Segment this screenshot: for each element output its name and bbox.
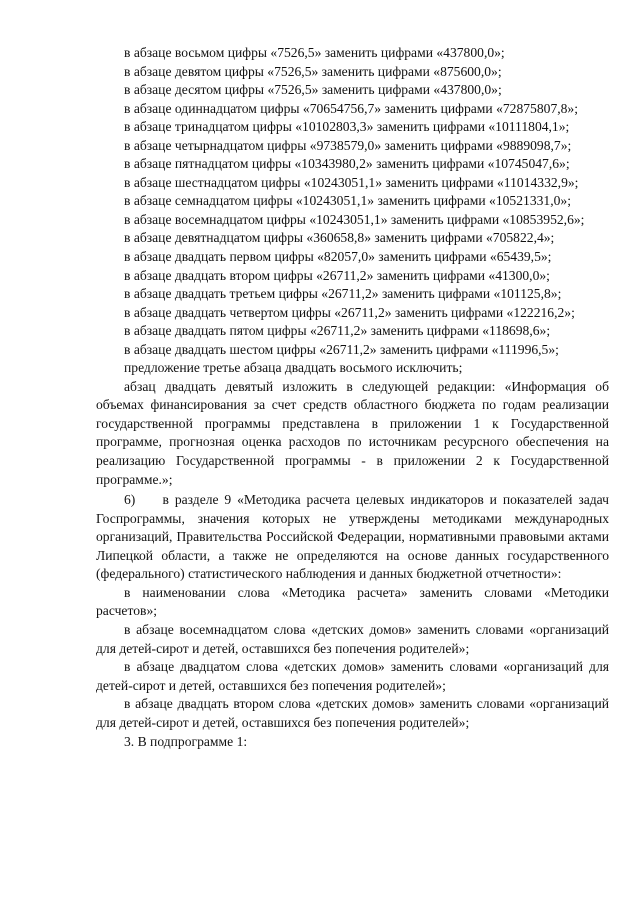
- paragraph-24: в абзаце двадцать втором слова «детских домов» заменить словами «организаций для детей-сирот и детей, оставшихся без попечения родителей»;: [96, 696, 609, 730]
- paragraph-5: в абзаце тринадцатом цифры «10102803,3» заменить цифрами «10111804,1»;: [124, 119, 570, 135]
- paragraph-14: в абзаце двадцать третьем цифры «26711,2» заменить цифрами «101125,8»;: [124, 286, 562, 302]
- paragraph-11: в абзаце девятнадцатом цифры «360658,8» заменить цифрами «705822,4»;: [124, 230, 555, 246]
- paragraph-22: в абзаце восемнадцатом слова «детских домов» заменить словами «организаций для детей-сирот и детей, оставшихся без попечения родителей»;: [96, 621, 609, 656]
- paragraph-25: 3. В подпрограмме 1:: [124, 734, 248, 750]
- paragraph-7: в абзаце пятнадцатом цифры «10343980,2» заменить цифрами «10745047,6»;: [124, 156, 570, 172]
- paragraph-16: в абзаце двадцать пятом цифры «26711,2» заменить цифрами «118698,6»;: [124, 323, 551, 339]
- paragraph-15: в абзаце двадцать четвертом цифры «26711,2» заменить цифрами «122216,2»;: [124, 304, 575, 320]
- paragraph-18: предложение третье абзаца двадцать восьмого исключить;: [124, 360, 463, 376]
- paragraph-21: в наименовании слова «Методика расчета» заменить словами «Методики расчетов»;: [96, 584, 609, 619]
- paragraph-19: абзац двадцать девятый изложить в следующей редакции: «Информация об объемах финансирования за счет средств областного бюджета по годам реализации государственной программы представлена в приложении 1 к Государственной программе, прогнозная оценка расходов по источникам ресурсного обеспечения на реализацию Государственной программы - в приложении 2 к Государственной программе.»;: [96, 378, 609, 487]
- paragraph-20: 6) в разделе 9 «Методика расчета целевых индикаторов и показателей задач Госпрограммы, значения которых не утверждены методиками международных организаций, Правительства Российской Федерации, нормативными правовыми актами Липецкой области, а также не определяются на основе данных государственного (федерального) статистического наблюдения и данных бюджетной отчетности»:: [96, 492, 609, 582]
- paragraph-2: в абзаце девятом цифры «7526,5» заменить цифрами «875600,0»;: [124, 63, 502, 79]
- paragraph-17: в абзаце двадцать шестом цифры «26711,2» заменить цифрами «111996,5»;: [124, 341, 559, 357]
- paragraph-23: в абзаце двадцатом слова «детских домов» заменить словами «организаций для детей-сирот и детей, оставшихся без попечения родителей»;: [96, 659, 609, 693]
- paragraph-1: в абзаце восьмом цифры «7526,5» заменить цифрами «437800,0»;: [124, 45, 505, 60]
- paragraph-12: в абзаце двадцать первом цифры «82057,0» заменить цифрами «65439,5»;: [124, 249, 552, 265]
- paragraph-9: в абзаце семнадцатом цифры «10243051,1» заменить цифрами «10521331,0»;: [124, 193, 571, 209]
- paragraph-3: в абзаце десятом цифры «7526,5» заменить цифрами «437800,0»;: [124, 82, 502, 98]
- paragraph-4: в абзаце одиннадцатом цифры «70654756,7» заменить цифрами «72875807,8»;: [124, 100, 579, 116]
- paragraph-8: в абзаце шестнадцатом цифры «10243051,1» заменить цифрами «11014332,9»;: [124, 174, 579, 190]
- paragraph-13: в абзаце двадцать втором цифры «26711,2» заменить цифрами «41300,0»;: [124, 267, 550, 283]
- paragraph-10: в абзаце восемнадцатом цифры «10243051,1» заменить цифрами «10853952,6»;: [124, 211, 585, 227]
- paragraph-6: в абзаце четырнадцатом цифры «9738579,0» заменить цифрами «9889098,7»;: [124, 137, 572, 153]
- document-body: [96, 44, 609, 752]
